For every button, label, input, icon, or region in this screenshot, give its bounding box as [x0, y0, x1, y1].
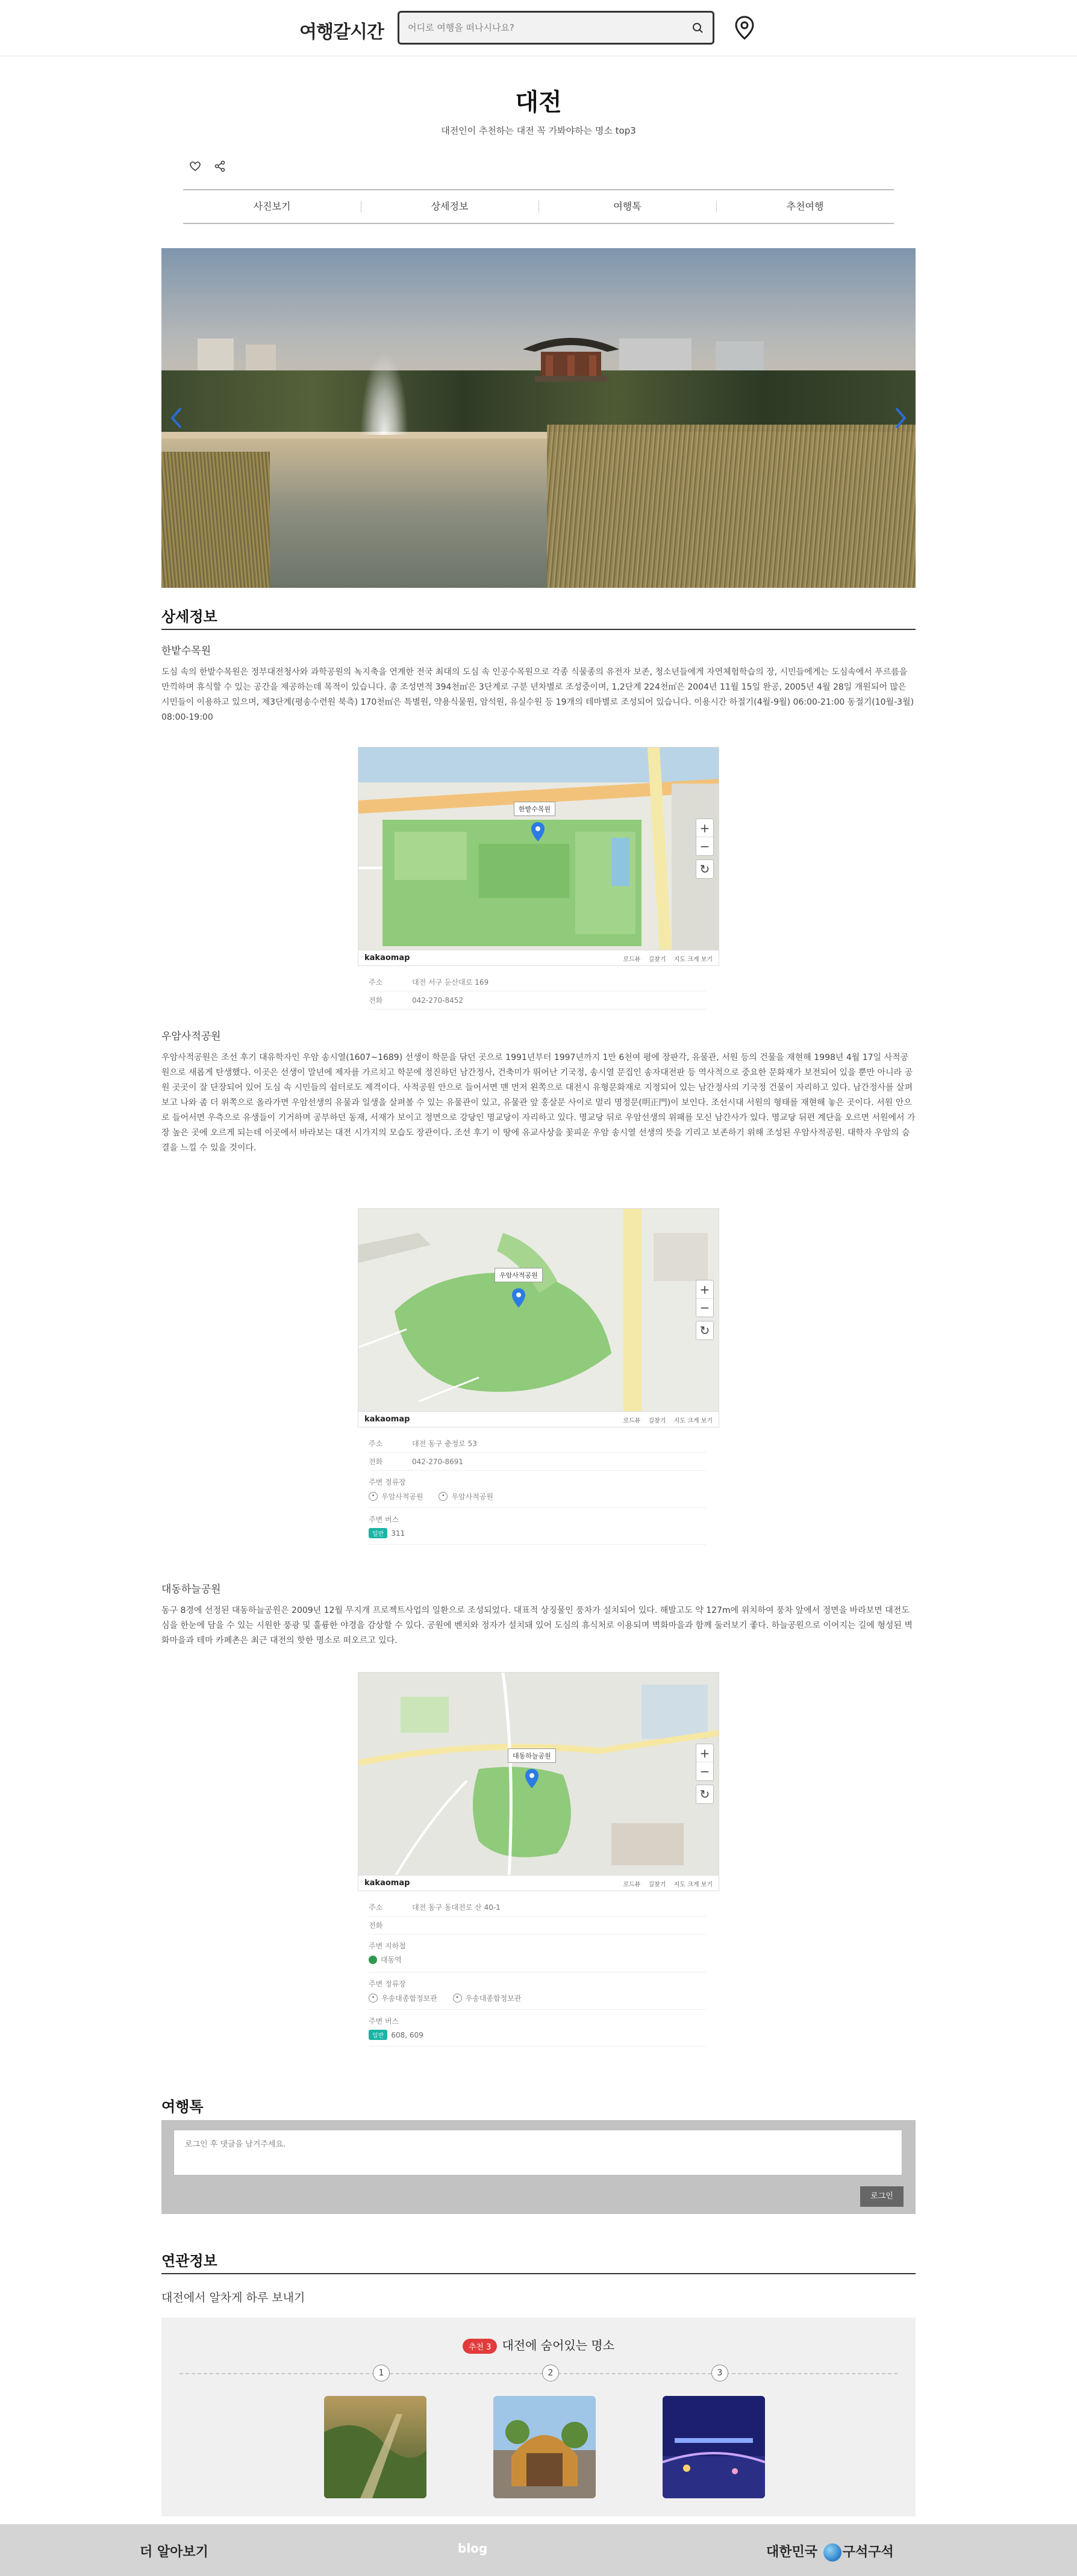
- section-divider: [161, 2273, 916, 2274]
- bus-stop-icon: •: [453, 1994, 462, 2003]
- search-icon[interactable]: [690, 20, 707, 37]
- map-reset-control: [696, 1785, 714, 1804]
- related-subtitle: 대전에서 알차게 하루 보내기: [161, 2291, 305, 2304]
- bus-type-badge: 일반: [369, 2030, 387, 2040]
- zoom-in-button[interactable]: +: [696, 819, 713, 837]
- bus-type-badge: 일반: [369, 1528, 387, 1538]
- map-reset-button[interactable]: ↻: [699, 1323, 710, 1338]
- directions-link[interactable]: 길찾기: [648, 1418, 666, 1424]
- nearby-stops: 주변 정류장 • 우송대종합정보관 • 우송대종합정보관: [369, 1973, 706, 2010]
- tab-photos[interactable]: 사진보기: [253, 201, 291, 212]
- map-logo: kakaomap: [364, 1879, 410, 1888]
- place-info: [369, 1898, 706, 2047]
- nearby-bus: 주변 버스 일반 311: [369, 1508, 706, 1545]
- bus-stop-chip[interactable]: • 우암사적공원: [369, 1491, 423, 1502]
- map-logo: kakaomap: [364, 953, 410, 962]
- course-thumbnail[interactable]: [663, 2396, 765, 2498]
- course-step-number: 1: [373, 2365, 390, 2381]
- place-info: [369, 973, 706, 1009]
- related-heading: 추천 3 대전에 숨어있는 명소: [161, 2336, 916, 2354]
- hero-photo: [161, 248, 916, 588]
- talk-section-title: 여행톡: [161, 2098, 204, 2115]
- share-icon[interactable]: [213, 159, 227, 173]
- map-footer-bar: [358, 950, 719, 965]
- map-pin-label: 한밭수목원: [514, 802, 555, 816]
- roadview-link[interactable]: 로드뷰: [623, 1882, 641, 1888]
- map-zoom-controls: [696, 1744, 714, 1781]
- zoom-in-button[interactable]: +: [696, 1744, 713, 1762]
- course-step-number: 3: [711, 2365, 728, 2381]
- place-name: 대동하늘공원: [161, 1583, 221, 1595]
- enlarge-map-link[interactable]: 지도 크게 보기: [673, 956, 713, 963]
- location-pin-icon[interactable]: [732, 14, 757, 41]
- prev-arrow-icon[interactable]: [167, 405, 186, 431]
- bus-stop-icon: •: [369, 1994, 378, 2003]
- map-pin-label: 대동하늘공원: [508, 1748, 556, 1763]
- course-thumbnail[interactable]: [324, 2396, 426, 2498]
- map-reset-control: [696, 1321, 714, 1340]
- related-section-title: 연관정보: [161, 2253, 217, 2269]
- directions-link[interactable]: 길찾기: [648, 956, 666, 963]
- phone-row: 전화 042-270-8691: [369, 1453, 706, 1471]
- comment-box: [161, 2120, 916, 2214]
- heart-icon[interactable]: [188, 159, 202, 173]
- map-footer-bar: [358, 1411, 719, 1427]
- page-subtitle: 대전인이 추천하는 대전 꼭 가봐야하는 명소 top3: [441, 125, 636, 136]
- search-input[interactable]: [408, 20, 673, 36]
- zoom-out-button[interactable]: −: [699, 839, 710, 853]
- map-reset-button[interactable]: ↻: [699, 862, 710, 876]
- place-description: 도심 속의 한밭수목원은 정부대전청사와 과학공원의 녹지축을 연계한 전국 최대의 도심 속 인공수목원으로 각종 식물종의 유전자 보존, 청소년들에게 자연체험학습의 장, 시민들에게는 도심속에서 푸르름을 만끽하며 휴식할 수 있는 공간을 제공하는데 목적이 있습니다. 총 조성면적 394천㎡은 3단계로 구분 년차별로 조성중이며, 1,2단계 224천㎡은 2004년 11월 15일 완공, 2005년 4월 28일 개원되어 많은 시민들이 이용하고 있으며, 제3단계(평송수련원 북측) 170천㎡은 특별원, 약용식물원, 암석원, 유실수원 등 19개의 테마별로 조성되어 있습니다. 이용시간 하절기(4월-9월) 06:00-21:00 동절기(10월-3월) 08:00-19:00: [161, 667, 914, 722]
- map-pin-icon: [510, 1287, 527, 1309]
- site-header: [0, 0, 1077, 57]
- map-zoom-controls: [696, 819, 714, 856]
- address-row: 주소 대전 동구 충정로 53: [369, 1435, 706, 1453]
- course-line: [180, 2373, 898, 2374]
- address-row: 주소 대전 서구 둔산대로 169: [369, 973, 706, 991]
- tab-detail[interactable]: 상세정보: [361, 190, 538, 223]
- next-arrow-icon[interactable]: [891, 405, 910, 431]
- nearby-bus: 주변 버스 일반 608, 609: [369, 2010, 706, 2047]
- nearby-stops: 주변 정류장 • 우암사적공원 • 우암사적공원: [369, 1471, 706, 1508]
- enlarge-map-link[interactable]: 지도 크게 보기: [673, 1418, 713, 1424]
- place-name: 우암사적공원: [161, 1031, 221, 1043]
- bus-stop-icon: •: [369, 1492, 378, 1501]
- map-reset-control: [696, 859, 714, 879]
- bus-routes[interactable]: 608, 609: [391, 2030, 423, 2039]
- phone-row: 전화 042-270-8452: [369, 991, 706, 1009]
- map-pin-icon: [523, 1768, 540, 1789]
- bus-stop-chip[interactable]: • 우송대종합정보관: [369, 1993, 437, 2003]
- enlarge-map-link[interactable]: 지도 크게 보기: [673, 1882, 713, 1888]
- place-map[interactable]: [358, 747, 719, 966]
- map-zoom-controls: [696, 1280, 714, 1317]
- zoom-out-button[interactable]: −: [699, 1300, 710, 1315]
- page-title: 대전: [515, 89, 562, 116]
- subway-station-chip[interactable]: 대동역: [369, 1954, 402, 1965]
- map-logo: kakaomap: [364, 1415, 410, 1424]
- bus-stop-chip[interactable]: • 우송대종합정보관: [453, 1993, 522, 2003]
- zoom-in-button[interactable]: +: [696, 1280, 713, 1299]
- site-footer: [0, 2524, 1077, 2576]
- share-row: [188, 159, 234, 176]
- section-divider: [161, 629, 916, 630]
- recommend-badge: 추천 3: [463, 2339, 498, 2354]
- directions-link[interactable]: 길찾기: [648, 1882, 666, 1888]
- search-bar: [398, 11, 714, 45]
- roadview-link[interactable]: 로드뷰: [623, 1418, 641, 1424]
- zoom-out-button[interactable]: −: [699, 1764, 710, 1779]
- detail-section-title: 상세정보: [161, 608, 217, 625]
- site-logo[interactable]: 여행갈시간: [299, 22, 384, 43]
- bus-stop-icon: •: [439, 1492, 448, 1501]
- address-row: 주소 대전 동구 동대전로 산 40-1: [369, 1898, 706, 1916]
- bus-routes[interactable]: 311: [391, 1529, 405, 1538]
- subway-icon: [369, 1956, 377, 1964]
- map-reset-button[interactable]: ↻: [699, 1787, 710, 1801]
- more-info-link[interactable]: 더 알아보기: [140, 2545, 208, 2560]
- map-footer-bar: [358, 1875, 719, 1891]
- map-pin-icon: [529, 821, 546, 843]
- place-map[interactable]: [358, 1672, 719, 1891]
- nearby-subway: 주변 지하철 대동역: [369, 1935, 706, 1973]
- place-description: 동구 8경에 선정된 대동하늘공원은 2009년 12월 무지개 프로젝트사업의 일환으로 조성되었다. 대표적 상징물인 풍차가 설치되어 있다. 해발고도 약 127m에 위치하여 풍차 앞에서 정면을 바라보면 대전도심을 한눈에 담을 수 있는 시원한 풍광 및 훌륭한 야경을 감상할 수 있다. 공원에 벤치와 정자가 설치돼 있어 도심의 휴식처로 이용되며 벽화마을과 함께 둘러보기 좋다. 하늘공원으로 이어지는 길에 형성된 벽화마을과 테마 카페촌은 최근 대전의 핫한 명소로 떠오르고 있다.: [161, 1606, 913, 1645]
- tab-recommend[interactable]: 추천여행: [716, 190, 894, 223]
- bus-stop-chip[interactable]: • 우암사적공원: [439, 1491, 493, 1502]
- blog-link[interactable]: blog: [458, 2541, 488, 2556]
- comment-input[interactable]: [173, 2130, 902, 2175]
- korea-travel-link[interactable]: 대한민국 구석구석: [766, 2542, 894, 2562]
- place-description: 우암사적공원은 조선 후기 대유학자인 우암 송시열(1607~1689) 선생이 학문을 닦던 곳으로 1991년부터 1997년까지 1만 6천여 평에 장판각, 유물관, 서원 등의 건물을 재현해 1998년 4월 17일 사적공원으로 새롭게 탄생했다. 이곳은 선생이 말년에 제자를 가르치고 학문에 정진하던 남간정사, 건축미가 뛰어난 기국정, 송시열 문집인 송자대전판 등 역사적으로 중요한 문화재가 보전되어 있을 뿐만 아니라 공원 곳곳이 잘 단장되어 있어 도심 속 시민들의 쉼터로도 제격이다. 사적공원 안으로 들어서면 맨 먼저 왼쪽으로 대전시 유형문화재로 지정되어 있는 남간정사의 기국정 건물이 자리하고 있다. 남간정사를 살펴보고 나와 좀 더 위쪽으로 올라가면 우암선생의 유물과 일생을 살펴볼 수 있는 유물관이 있고, 유물관 앞 홍살문 사이로 멀리 명정문(明正門)이 보인다. 조선시대 서원의 형태를 재현해 놓은 곳이다. 서원 안으로 들어서면 우측으로 유생들이 기거하며 공부하던 동재, 서재가 보이고 정면으로 강당인 명교당이 자리하고 있다. 명교당 뒤로 우암선생의 위패를 모신 남간사가 있다. 명교당 뒤편 계단을 오르면 서원에서 가장 높은 곳에 오르게 되는데 이곳에서 바라보는 대전 시가지의 모습도 장관이다. 조선 후기 이 땅에 유교사상을 꽃피운 우암 송시열 선생의 뜻을 기리고 보존하기 위해 조성된 우암사적공원. 대학자 우암의 숨결을 느낄 수 있을 것이다.: [161, 1053, 916, 1153]
- tab-talk[interactable]: 여행톡: [538, 190, 716, 223]
- login-button[interactable]: 로그인: [860, 2186, 904, 2207]
- place-name: 한밭수목원: [161, 645, 211, 657]
- related-course-box: [161, 2318, 916, 2516]
- globe-icon: [823, 2543, 841, 2562]
- course-thumbnail[interactable]: [493, 2396, 596, 2498]
- section-tabs: [183, 189, 894, 224]
- roadview-link[interactable]: 로드뷰: [623, 956, 641, 963]
- course-step-number: 2: [542, 2365, 559, 2381]
- phone-row: 전화: [369, 1916, 706, 1935]
- map-pin-label: 우암사적공원: [495, 1268, 543, 1282]
- place-info: [369, 1435, 706, 1545]
- pavilion-illustration: [517, 326, 625, 387]
- place-map[interactable]: [358, 1208, 719, 1427]
